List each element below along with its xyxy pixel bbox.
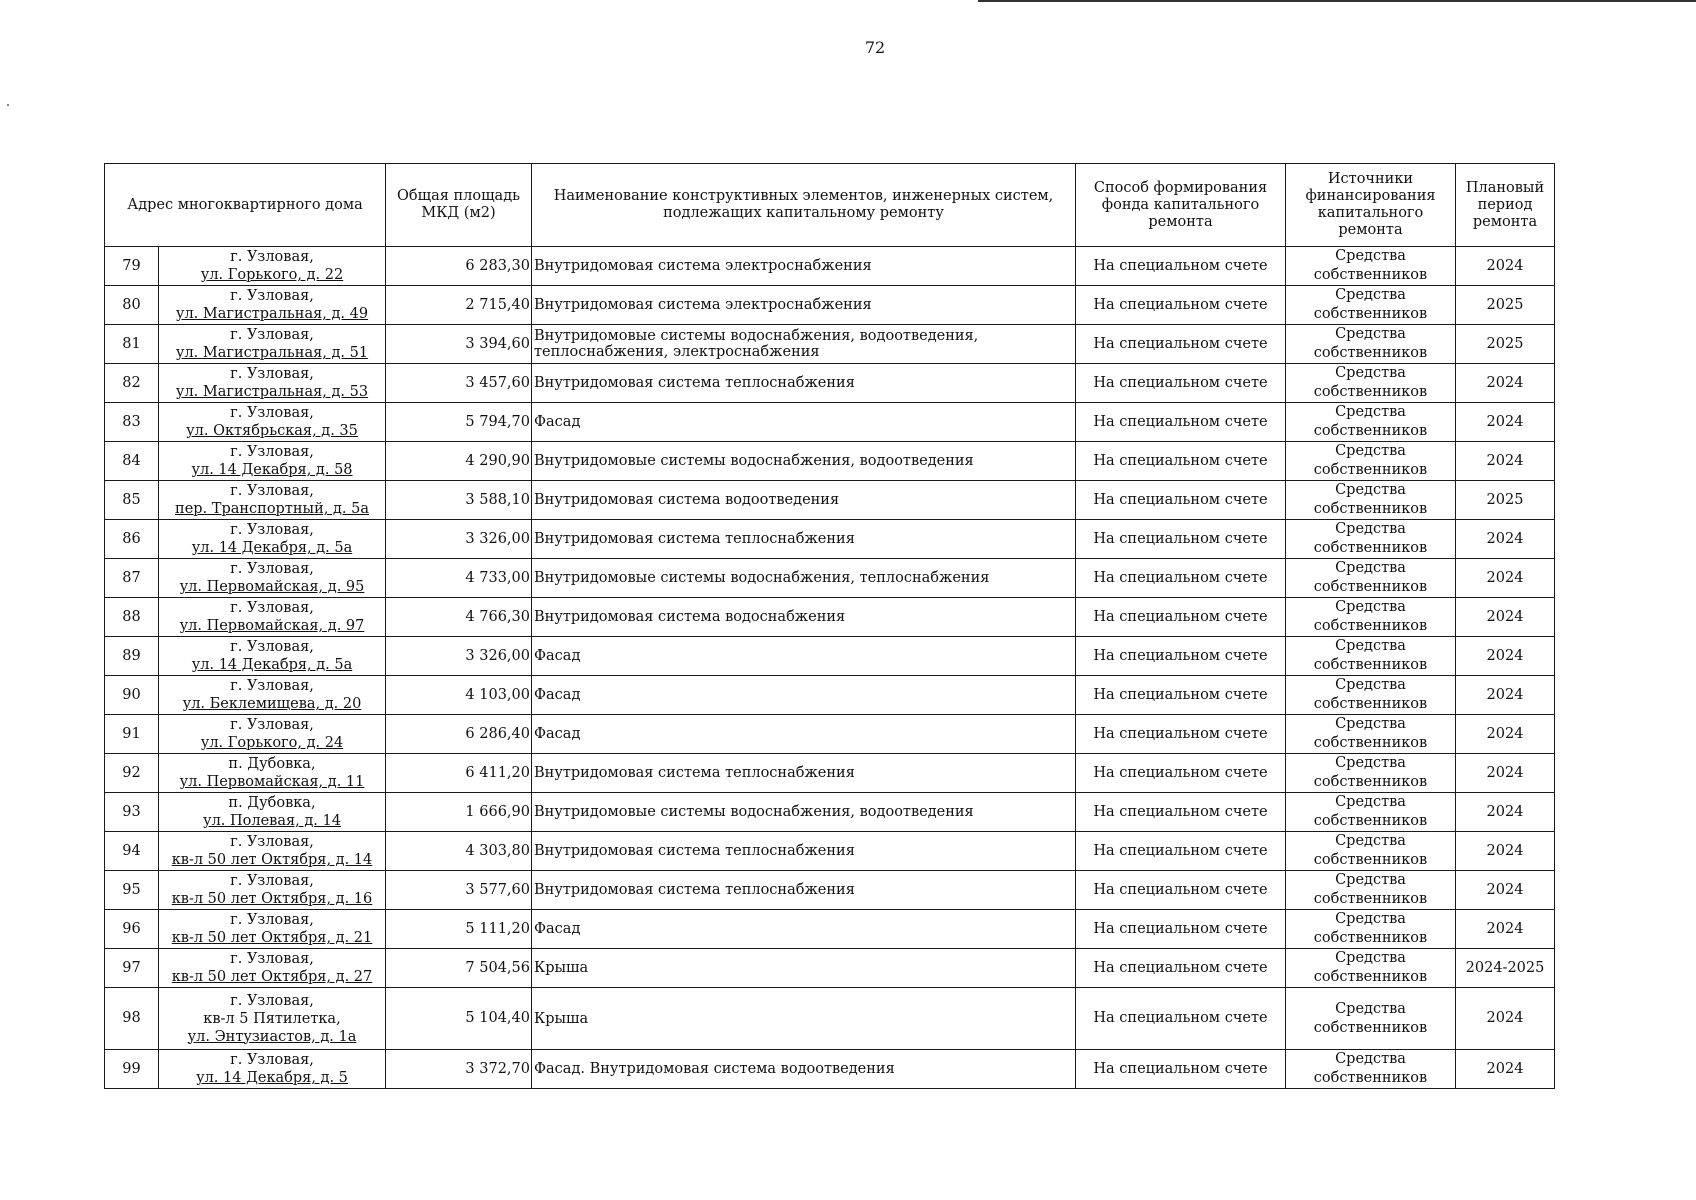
funding-source-cell [1286,637,1456,676]
elements-cell: Крыша [532,988,1076,1050]
address-cell [159,988,386,1050]
funding-source-cell [1286,1050,1456,1089]
address-line: ул. Магистральная, д. 49 [175,306,369,322]
address-line: ул. Беклемищева, д. 20 [182,696,362,712]
funding-source-line: собственников [1313,423,1428,439]
funding-source-line: Средства [1335,404,1406,420]
area-cell: 3 577,60 [386,871,532,910]
funding-source-line: Средства [1335,677,1406,693]
page-number: 72 [864,38,886,57]
fund-method-cell: На специальном счете [1076,286,1286,325]
planned-period-cell: 2024 [1456,403,1555,442]
table-row [105,754,1555,793]
fund-method-cell: На специальном счете [1076,481,1286,520]
address-line: г. Узловая, [230,873,314,889]
funding-source-line: Средства [1335,1051,1406,1067]
area-cell: 5 794,70 [386,403,532,442]
area-cell: 3 588,10 [386,481,532,520]
planned-period-cell: 2024 [1456,910,1555,949]
address-line: г. Узловая, [230,444,314,460]
funding-source-cell [1286,559,1456,598]
funding-source-cell [1286,520,1456,559]
table-row [105,247,1555,286]
elements-cell: Внутридомовая система теплоснабжения [532,754,1076,793]
planned-period-cell: 2024 [1456,676,1555,715]
area-cell: 4 303,80 [386,832,532,871]
address-cell [159,403,386,442]
address-line: ул. Первомайская, д. 11 [179,774,365,790]
address-line: г. Узловая, [230,600,314,616]
row-number-cell: 86 [105,520,159,559]
address-line: г. Узловая, [230,561,314,577]
address-line: г. Узловая, [230,522,314,538]
funding-source-cell [1286,676,1456,715]
row-number-cell: 99 [105,1050,159,1089]
funding-source-cell [1286,871,1456,910]
fund-method-cell: На специальном счете [1076,520,1286,559]
table-header [105,164,1555,247]
address-line: г. Узловая, [230,483,314,499]
address-line: ул. Магистральная, д. 53 [175,384,369,400]
fund-method-cell: На специальном счете [1076,715,1286,754]
funding-source-line: собственников [1313,774,1428,790]
planned-period-cell: 2024 [1456,442,1555,481]
funding-source-line: собственников [1313,1070,1428,1086]
funding-source-cell [1286,910,1456,949]
funding-source-line: собственников [1313,384,1428,400]
row-number-cell: 88 [105,598,159,637]
address-cell [159,598,386,637]
address-line: г. Узловая, [230,834,314,850]
planned-period-cell: 2024 [1456,832,1555,871]
address-line: п. Дубовка, [228,756,316,772]
address-cell [159,637,386,676]
elements-cell: Внутридомовая система теплоснабжения [532,832,1076,871]
address-cell [159,364,386,403]
address-line: п. Дубовка, [228,795,316,811]
table-row [105,949,1555,988]
row-number-cell: 92 [105,754,159,793]
table-row [105,832,1555,871]
area-cell: 5 111,20 [386,910,532,949]
funding-source-cell [1286,481,1456,520]
funding-source-line: Средства [1335,755,1406,771]
row-number-cell: 80 [105,286,159,325]
table-row [105,403,1555,442]
row-number-cell: 79 [105,247,159,286]
elements-cell: Внутридомовые системы водоснабжения, водоотведения [532,793,1076,832]
funding-source-cell [1286,364,1456,403]
area-cell: 1 666,90 [386,793,532,832]
table-row [105,871,1555,910]
address-cell [159,949,386,988]
fund-method-cell: На специальном счете [1076,559,1286,598]
funding-source-line: Средства [1335,833,1406,849]
table-row [105,481,1555,520]
header-source: Источники финансирования капитального ремонта [1286,164,1456,247]
address-line: ул. Горького, д. 24 [200,735,344,751]
address-line: ул. 14 Декабря, д. 58 [191,462,353,478]
elements-cell: Крыша [532,949,1076,988]
address-line: ул. Горького, д. 22 [200,267,344,283]
elements-cell: Внутридомовая система теплоснабжения [532,871,1076,910]
table-row [105,676,1555,715]
address-line: г. Узловая, [230,678,314,694]
address-line: г. Узловая, [230,639,314,655]
row-number-cell: 89 [105,637,159,676]
table-row [105,793,1555,832]
planned-period-cell: 2024 [1456,715,1555,754]
elements-cell: Фасад [532,403,1076,442]
funding-source-line: собственников [1313,1019,1428,1036]
planned-period-cell: 2025 [1456,481,1555,520]
funding-source-line: Средства [1335,950,1406,966]
planned-period-cell: 2024-2025 [1456,949,1555,988]
planned-period-cell: 2024 [1456,871,1555,910]
fund-method-cell: На специальном счете [1076,364,1286,403]
address-line: г. Узловая, [230,717,314,733]
planned-period-cell: 2024 [1456,637,1555,676]
address-line: кв-л 50 лет Октября, д. 27 [171,969,373,985]
funding-source-line: собственников [1313,852,1428,868]
funding-source-line: Средства [1335,326,1406,342]
address-line: г. Узловая, [230,366,314,382]
funding-source-line: собственников [1313,891,1428,907]
row-number-cell: 97 [105,949,159,988]
address-line: пер. Транспортный, д. 5а [175,501,369,517]
funding-source-cell [1286,325,1456,364]
funding-source-cell [1286,715,1456,754]
elements-cell: Внутридомовая система теплоснабжения [532,520,1076,559]
address-line: ул. Октябрьская, д. 35 [186,423,358,439]
area-cell: 5 104,40 [386,988,532,1050]
address-line: ул. Магистральная, д. 51 [175,345,369,361]
funding-source-line: Средства [1335,248,1406,264]
table-row [105,988,1555,1050]
funding-source-line: Средства [1335,1000,1406,1017]
fund-method-cell: На специальном счете [1076,442,1286,481]
funding-source-line: Средства [1335,872,1406,888]
address-line: кв-л 50 лет Октября, д. 16 [171,891,373,907]
area-cell: 7 504,56 [386,949,532,988]
table-row [105,559,1555,598]
fund-method-cell: На специальном счете [1076,325,1286,364]
row-number-cell: 98 [105,988,159,1050]
planned-period-cell: 2024 [1456,559,1555,598]
address-cell [159,559,386,598]
funding-source-line: собственников [1313,735,1428,751]
row-number-cell: 85 [105,481,159,520]
address-line: г. Узловая, [230,1052,314,1068]
funding-source-cell [1286,247,1456,286]
fund-method-cell: На специальном счете [1076,910,1286,949]
elements-cell: Внутридомовая система теплоснабжения [532,364,1076,403]
scan-speck [7,104,9,106]
row-number-cell: 87 [105,559,159,598]
table-row [105,598,1555,637]
area-cell: 3 326,00 [386,637,532,676]
top-edge-rule [978,0,1696,2]
area-cell: 6 411,20 [386,754,532,793]
area-cell: 3 372,70 [386,1050,532,1089]
planned-period-cell: 2024 [1456,364,1555,403]
funding-source-line: Средства [1335,599,1406,615]
funding-source-line: собственников [1313,969,1428,985]
row-number-cell: 95 [105,871,159,910]
address-cell [159,754,386,793]
table-row [105,286,1555,325]
funding-source-cell [1286,988,1456,1050]
elements-cell: Внутридомовые системы водоснабжения, водоотведения, теплоснабжения, электроснабжения [532,325,1076,364]
table-body [105,247,1555,1089]
funding-source-line: Средства [1335,443,1406,459]
funding-source-line: собственников [1313,501,1428,517]
funding-source-cell [1286,832,1456,871]
fund-method-cell: На специальном счете [1076,871,1286,910]
area-cell: 2 715,40 [386,286,532,325]
elements-cell: Фасад [532,715,1076,754]
row-number-cell: 82 [105,364,159,403]
funding-source-line: Средства [1335,560,1406,576]
header-area: Общая площадь МКД (м2) [386,164,532,247]
table-row [105,910,1555,949]
fund-method-cell: На специальном счете [1076,793,1286,832]
header-method: Способ формирования фонда капитального ремонта [1076,164,1286,247]
fund-method-cell: На специальном счете [1076,247,1286,286]
address-cell [159,793,386,832]
funding-source-cell [1286,286,1456,325]
fund-method-cell: На специальном счете [1076,988,1286,1050]
fund-method-cell: На специальном счете [1076,403,1286,442]
fund-method-cell: На специальном счете [1076,754,1286,793]
address-cell [159,520,386,559]
row-number-cell: 83 [105,403,159,442]
funding-source-line: собственников [1313,696,1428,712]
elements-cell: Внутридомовая система электроснабжения [532,286,1076,325]
table-row [105,715,1555,754]
funding-source-line: Средства [1335,482,1406,498]
address-cell [159,715,386,754]
address-cell [159,832,386,871]
table-row [105,637,1555,676]
fund-method-cell: На специальном счете [1076,1050,1286,1089]
elements-cell: Фасад [532,910,1076,949]
address-cell [159,871,386,910]
address-line: ул. 14 Декабря, д. 5 [196,1070,348,1086]
funding-source-line: Средства [1335,521,1406,537]
planned-period-cell: 2024 [1456,520,1555,559]
address-line: кв-л 50 лет Октября, д. 14 [171,852,373,868]
planned-period-cell: 2024 [1456,793,1555,832]
address-line: ул. Энтузиастов, д. 1а [187,1028,357,1045]
planned-period-cell: 2024 [1456,598,1555,637]
funding-source-cell [1286,598,1456,637]
funding-source-line: собственников [1313,579,1428,595]
row-number-cell: 91 [105,715,159,754]
planned-period-cell: 2024 [1456,754,1555,793]
address-cell [159,286,386,325]
address-line: ул. 14 Декабря, д. 5а [191,657,353,673]
header-address: Адрес многоквартирного дома [105,164,386,247]
elements-cell: Фасад [532,637,1076,676]
funding-source-line: собственников [1313,540,1428,556]
funding-source-line: собственников [1313,345,1428,361]
table-row [105,364,1555,403]
address-line: кв-л 5 Пятилетка, [203,1010,341,1027]
funding-source-cell [1286,793,1456,832]
address-line: г. Узловая, [230,951,314,967]
area-cell: 4 766,30 [386,598,532,637]
row-number-cell: 81 [105,325,159,364]
funding-source-line: собственников [1313,657,1428,673]
address-line: г. Узловая, [230,912,314,928]
funding-source-line: Средства [1335,638,1406,654]
fund-method-cell: На специальном счете [1076,832,1286,871]
address-line: г. Узловая, [230,327,314,343]
table-row [105,325,1555,364]
capital-repair-table [104,163,1555,1089]
row-number-cell: 94 [105,832,159,871]
funding-source-line: собственников [1313,306,1428,322]
planned-period-cell: 2024 [1456,1050,1555,1089]
area-cell: 4 290,90 [386,442,532,481]
funding-source-line: собственников [1313,267,1428,283]
row-number-cell: 93 [105,793,159,832]
table-row [105,1050,1555,1089]
area-cell: 6 286,40 [386,715,532,754]
address-cell [159,442,386,481]
address-line: г. Узловая, [230,992,314,1009]
funding-source-line: Средства [1335,794,1406,810]
header-period: Плановый период ремонта [1456,164,1555,247]
funding-source-cell [1286,949,1456,988]
planned-period-cell: 2025 [1456,286,1555,325]
address-line: ул. 14 Декабря, д. 5а [191,540,353,556]
planned-period-cell: 2024 [1456,247,1555,286]
funding-source-cell [1286,442,1456,481]
address-cell [159,325,386,364]
elements-cell: Фасад [532,676,1076,715]
funding-source-line: Средства [1335,287,1406,303]
fund-method-cell: На специальном счете [1076,949,1286,988]
address-cell [159,247,386,286]
area-cell: 4 733,00 [386,559,532,598]
address-line: ул. Первомайская, д. 95 [179,579,365,595]
address-cell [159,676,386,715]
planned-period-cell: 2024 [1456,988,1555,1050]
area-cell: 3 457,60 [386,364,532,403]
elements-cell: Внутридомовая система водоотведения [532,481,1076,520]
address-line: кв-л 50 лет Октября, д. 21 [171,930,373,946]
address-cell [159,481,386,520]
area-cell: 3 326,00 [386,520,532,559]
area-cell: 6 283,30 [386,247,532,286]
elements-cell: Внутридомовая система водоснабжения [532,598,1076,637]
fund-method-cell: На специальном счете [1076,637,1286,676]
elements-cell: Внутридомовые системы водоснабжения, теплоснабжения [532,559,1076,598]
funding-source-line: Средства [1335,365,1406,381]
elements-cell: Внутридомовая система электроснабжения [532,247,1076,286]
row-number-cell: 96 [105,910,159,949]
funding-source-line: Средства [1335,911,1406,927]
header-elements: Наименование конструктивных элементов, инженерных систем, подлежащих капитальному ремонту [532,164,1076,247]
row-number-cell: 84 [105,442,159,481]
funding-source-line: собственников [1313,618,1428,634]
address-cell [159,1050,386,1089]
row-number-cell: 90 [105,676,159,715]
area-cell: 4 103,00 [386,676,532,715]
address-line: ул. Полевая, д. 14 [203,813,341,829]
fund-method-cell: На специальном счете [1076,598,1286,637]
funding-source-line: Средства [1335,716,1406,732]
planned-period-cell: 2025 [1456,325,1555,364]
address-line: г. Узловая, [230,405,314,421]
table-row [105,442,1555,481]
elements-cell: Внутридомовые системы водоснабжения, водоотведения [532,442,1076,481]
funding-source-line: собственников [1313,813,1428,829]
address-line: г. Узловая, [230,249,314,265]
address-cell [159,910,386,949]
address-line: г. Узловая, [230,288,314,304]
address-line: ул. Первомайская, д. 97 [179,618,365,634]
area-cell: 3 394,60 [386,325,532,364]
fund-method-cell: На специальном счете [1076,676,1286,715]
table-row [105,520,1555,559]
elements-cell: Фасад. Внутридомовая система водоотведения [532,1050,1076,1089]
funding-source-line: собственников [1313,930,1428,946]
funding-source-line: собственников [1313,462,1428,478]
funding-source-cell [1286,754,1456,793]
funding-source-cell [1286,403,1456,442]
